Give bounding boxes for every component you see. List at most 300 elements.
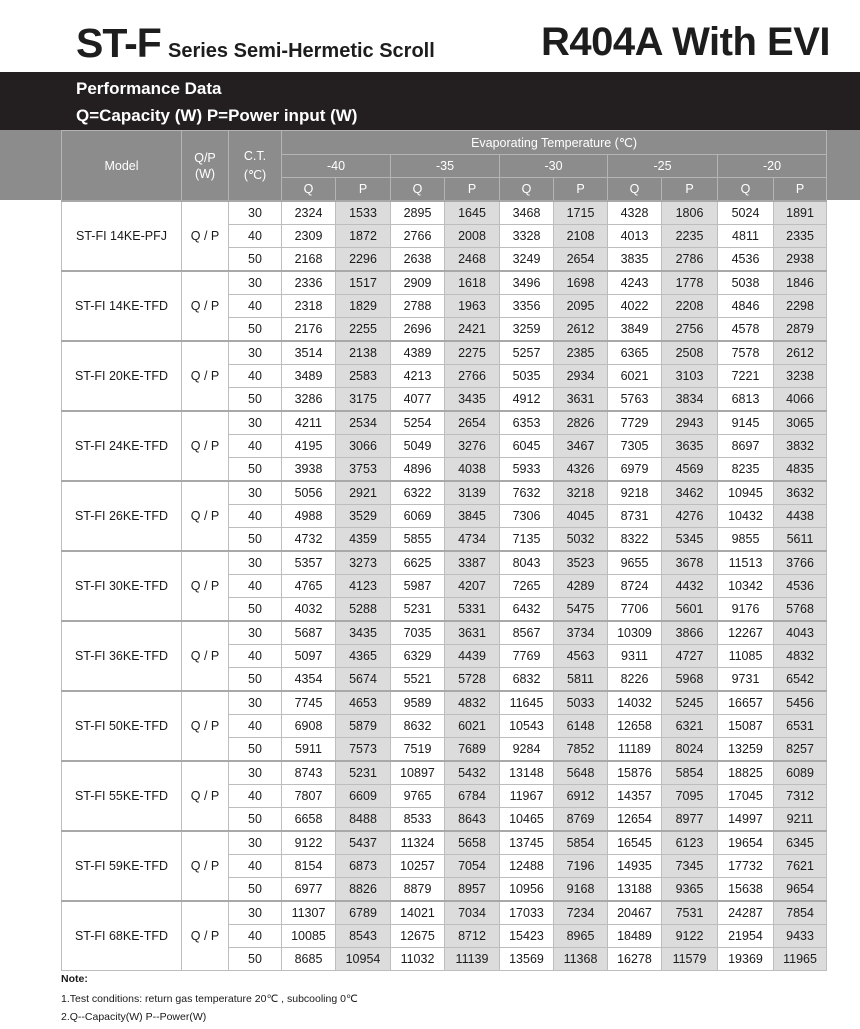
- power-cell: 2296: [336, 248, 391, 272]
- ct-value: 30: [229, 341, 282, 365]
- capacity-cell: 7578: [718, 341, 774, 365]
- capacity-cell: 4195: [282, 435, 336, 458]
- capacity-cell: 11324: [391, 831, 445, 855]
- capacity-cell: 9655: [608, 551, 662, 575]
- capacity-cell: 12488: [500, 855, 554, 878]
- table-row: [62, 201, 827, 225]
- ct-value: 40: [229, 225, 282, 248]
- header-evap-temp-value: -20: [718, 155, 827, 178]
- ct-value: 40: [229, 505, 282, 528]
- capacity-cell: 21954: [718, 925, 774, 948]
- power-cell: 2508: [662, 341, 718, 365]
- table-row: [62, 831, 827, 855]
- power-cell: 6345: [774, 831, 827, 855]
- capacity-cell: 3849: [608, 318, 662, 342]
- power-cell: 1846: [774, 271, 827, 295]
- table-row: [62, 271, 827, 295]
- power-cell: 7621: [774, 855, 827, 878]
- power-cell: 5331: [445, 598, 500, 622]
- power-cell: 2756: [662, 318, 718, 342]
- power-cell: 2654: [445, 411, 500, 435]
- power-cell: 2583: [336, 365, 391, 388]
- capacity-cell: 2168: [282, 248, 336, 272]
- table-row: [62, 901, 827, 925]
- header-q: Q: [391, 178, 445, 202]
- model-name: ST-FI 24KE-TFD: [62, 411, 182, 481]
- power-cell: 2654: [554, 248, 608, 272]
- capacity-cell: 4032: [282, 598, 336, 622]
- capacity-cell: 7706: [608, 598, 662, 622]
- capacity-cell: 13148: [500, 761, 554, 785]
- power-cell: 5032: [554, 528, 608, 552]
- table-row: [62, 341, 827, 365]
- capacity-cell: 6365: [608, 341, 662, 365]
- power-cell: 1698: [554, 271, 608, 295]
- table-row: [62, 621, 827, 645]
- capacity-cell: 14032: [608, 691, 662, 715]
- power-cell: 3435: [336, 621, 391, 645]
- capacity-cell: 4354: [282, 668, 336, 692]
- capacity-cell: 8235: [718, 458, 774, 482]
- power-cell: 2534: [336, 411, 391, 435]
- power-cell: 1829: [336, 295, 391, 318]
- power-cell: 8488: [336, 808, 391, 832]
- power-cell: 5437: [336, 831, 391, 855]
- capacity-cell: 11307: [282, 901, 336, 925]
- capacity-cell: 10309: [608, 621, 662, 645]
- capacity-cell: 24287: [718, 901, 774, 925]
- performance-heading: Performance Data: [76, 79, 222, 98]
- power-cell: 8965: [554, 925, 608, 948]
- capacity-cell: 5357: [282, 551, 336, 575]
- ct-value: 50: [229, 248, 282, 272]
- power-cell: 4365: [336, 645, 391, 668]
- power-cell: 9168: [554, 878, 608, 902]
- capacity-cell: 6832: [500, 668, 554, 692]
- capacity-cell: 3938: [282, 458, 336, 482]
- power-cell: 2921: [336, 481, 391, 505]
- power-cell: 6789: [336, 901, 391, 925]
- capacity-cell: 9311: [608, 645, 662, 668]
- ct-value: 40: [229, 575, 282, 598]
- power-cell: 5648: [554, 761, 608, 785]
- power-cell: 5456: [774, 691, 827, 715]
- power-cell: 8257: [774, 738, 827, 762]
- capacity-cell: 7035: [391, 621, 445, 645]
- power-cell: 4326: [554, 458, 608, 482]
- ct-value: 30: [229, 481, 282, 505]
- power-cell: 5658: [445, 831, 500, 855]
- capacity-cell: 16657: [718, 691, 774, 715]
- capacity-cell: 4243: [608, 271, 662, 295]
- capacity-cell: 18825: [718, 761, 774, 785]
- power-cell: 3845: [445, 505, 500, 528]
- power-cell: 3065: [774, 411, 827, 435]
- capacity-cell: 6353: [500, 411, 554, 435]
- capacity-cell: 9765: [391, 785, 445, 808]
- capacity-cell: 7729: [608, 411, 662, 435]
- power-cell: 4536: [774, 575, 827, 598]
- capacity-cell: 3249: [500, 248, 554, 272]
- power-cell: 3529: [336, 505, 391, 528]
- power-cell: 4289: [554, 575, 608, 598]
- power-cell: 2138: [336, 341, 391, 365]
- power-cell: 1806: [662, 201, 718, 225]
- capacity-cell: 3514: [282, 341, 336, 365]
- capacity-cell: 7769: [500, 645, 554, 668]
- ct-value: 50: [229, 528, 282, 552]
- power-cell: 3631: [445, 621, 500, 645]
- model-qp: Q / P: [182, 691, 229, 761]
- performance-legend: Q=Capacity (W) P=Power input (W): [76, 106, 358, 125]
- power-cell: 3678: [662, 551, 718, 575]
- power-cell: 3462: [662, 481, 718, 505]
- power-cell: 2786: [662, 248, 718, 272]
- capacity-cell: 7632: [500, 481, 554, 505]
- capacity-cell: 10897: [391, 761, 445, 785]
- capacity-cell: 3286: [282, 388, 336, 412]
- capacity-cell: 4732: [282, 528, 336, 552]
- capacity-cell: 2324: [282, 201, 336, 225]
- capacity-cell: 9176: [718, 598, 774, 622]
- ct-value: 40: [229, 365, 282, 388]
- power-cell: 11368: [554, 948, 608, 971]
- model-qp: Q / P: [182, 201, 229, 271]
- power-cell: 4569: [662, 458, 718, 482]
- capacity-cell: 19369: [718, 948, 774, 971]
- power-cell: 5432: [445, 761, 500, 785]
- capacity-cell: 5855: [391, 528, 445, 552]
- capacity-cell: 13188: [608, 878, 662, 902]
- power-cell: 1715: [554, 201, 608, 225]
- power-cell: 4835: [774, 458, 827, 482]
- table-row: [62, 691, 827, 715]
- power-cell: 2934: [554, 365, 608, 388]
- header-p: P: [336, 178, 391, 202]
- power-cell: 11579: [662, 948, 718, 971]
- power-cell: 11139: [445, 948, 500, 971]
- capacity-cell: 3468: [500, 201, 554, 225]
- power-cell: 7054: [445, 855, 500, 878]
- model-qp: Q / P: [182, 481, 229, 551]
- capacity-cell: 4896: [391, 458, 445, 482]
- power-cell: 1533: [336, 201, 391, 225]
- capacity-cell: 20467: [608, 901, 662, 925]
- power-cell: 4066: [774, 388, 827, 412]
- power-cell: 8957: [445, 878, 500, 902]
- power-cell: 4439: [445, 645, 500, 668]
- power-cell: 1618: [445, 271, 500, 295]
- ct-value: 50: [229, 808, 282, 832]
- capacity-cell: 6432: [500, 598, 554, 622]
- capacity-cell: 5035: [500, 365, 554, 388]
- power-cell: 4438: [774, 505, 827, 528]
- capacity-cell: 15638: [718, 878, 774, 902]
- power-cell: 5768: [774, 598, 827, 622]
- model-qp: Q / P: [182, 341, 229, 411]
- ct-value: 30: [229, 761, 282, 785]
- capacity-cell: 10543: [500, 715, 554, 738]
- model-qp: Q / P: [182, 621, 229, 691]
- capacity-cell: 9218: [608, 481, 662, 505]
- header-ct: C.T. (℃): [229, 131, 282, 202]
- power-cell: 4207: [445, 575, 500, 598]
- capacity-cell: 14997: [718, 808, 774, 832]
- power-cell: 4563: [554, 645, 608, 668]
- power-cell: 6531: [774, 715, 827, 738]
- power-cell: 3834: [662, 388, 718, 412]
- power-cell: 6912: [554, 785, 608, 808]
- capacity-cell: 14021: [391, 901, 445, 925]
- ct-value: 40: [229, 855, 282, 878]
- ct-value: 40: [229, 715, 282, 738]
- capacity-cell: 4022: [608, 295, 662, 318]
- power-cell: 3218: [554, 481, 608, 505]
- power-cell: 2108: [554, 225, 608, 248]
- power-cell: 9433: [774, 925, 827, 948]
- capacity-cell: 8533: [391, 808, 445, 832]
- power-cell: 4432: [662, 575, 718, 598]
- capacity-cell: 6625: [391, 551, 445, 575]
- capacity-cell: 4988: [282, 505, 336, 528]
- power-cell: 3238: [774, 365, 827, 388]
- power-cell: 3066: [336, 435, 391, 458]
- power-cell: 2612: [554, 318, 608, 342]
- power-cell: 7531: [662, 901, 718, 925]
- capacity-cell: 7305: [608, 435, 662, 458]
- capacity-cell: 5933: [500, 458, 554, 482]
- header-p: P: [662, 178, 718, 202]
- capacity-cell: 6977: [282, 878, 336, 902]
- capacity-cell: 19654: [718, 831, 774, 855]
- capacity-cell: 14935: [608, 855, 662, 878]
- power-cell: 4832: [445, 691, 500, 715]
- capacity-cell: 10085: [282, 925, 336, 948]
- capacity-cell: 4211: [282, 411, 336, 435]
- capacity-cell: 2909: [391, 271, 445, 295]
- capacity-cell: 7221: [718, 365, 774, 388]
- header-evap-temp-value: -30: [500, 155, 608, 178]
- power-cell: 3387: [445, 551, 500, 575]
- capacity-cell: 12267: [718, 621, 774, 645]
- power-cell: 5345: [662, 528, 718, 552]
- ct-value: 40: [229, 645, 282, 668]
- power-cell: 9211: [774, 808, 827, 832]
- capacity-cell: 4328: [608, 201, 662, 225]
- capacity-cell: 10945: [718, 481, 774, 505]
- power-cell: 6542: [774, 668, 827, 692]
- capacity-cell: 8154: [282, 855, 336, 878]
- ct-value: 40: [229, 925, 282, 948]
- notes-title: Note:: [61, 973, 88, 985]
- capacity-cell: 5049: [391, 435, 445, 458]
- power-cell: 7854: [774, 901, 827, 925]
- capacity-cell: 15423: [500, 925, 554, 948]
- capacity-cell: 6813: [718, 388, 774, 412]
- power-cell: 2468: [445, 248, 500, 272]
- refrigerant-title: R404A With EVI: [541, 20, 830, 64]
- ct-value: 50: [229, 598, 282, 622]
- ct-value: 50: [229, 878, 282, 902]
- ct-value: 40: [229, 785, 282, 808]
- performance-table: [61, 130, 827, 971]
- ct-value: 30: [229, 621, 282, 645]
- capacity-cell: 4912: [500, 388, 554, 412]
- power-cell: 1517: [336, 271, 391, 295]
- power-cell: 2298: [774, 295, 827, 318]
- power-cell: 6021: [445, 715, 500, 738]
- capacity-cell: 10465: [500, 808, 554, 832]
- capacity-cell: 9122: [282, 831, 336, 855]
- power-cell: 3103: [662, 365, 718, 388]
- power-cell: 7573: [336, 738, 391, 762]
- ct-value: 30: [229, 201, 282, 225]
- power-cell: 1891: [774, 201, 827, 225]
- power-cell: 3276: [445, 435, 500, 458]
- power-cell: 2612: [774, 341, 827, 365]
- power-cell: 3435: [445, 388, 500, 412]
- power-cell: 5245: [662, 691, 718, 715]
- power-cell: 7312: [774, 785, 827, 808]
- power-cell: 3734: [554, 621, 608, 645]
- power-cell: 9654: [774, 878, 827, 902]
- capacity-cell: 18489: [608, 925, 662, 948]
- ct-value: 30: [229, 831, 282, 855]
- power-cell: 1872: [336, 225, 391, 248]
- capacity-cell: 10432: [718, 505, 774, 528]
- power-cell: 2879: [774, 318, 827, 342]
- capacity-cell: 8567: [500, 621, 554, 645]
- model-qp: Q / P: [182, 271, 229, 341]
- power-cell: 5611: [774, 528, 827, 552]
- power-cell: 6123: [662, 831, 718, 855]
- capacity-cell: 13569: [500, 948, 554, 971]
- capacity-cell: 2895: [391, 201, 445, 225]
- capacity-cell: 13259: [718, 738, 774, 762]
- capacity-cell: 11189: [608, 738, 662, 762]
- performance-band: [0, 72, 860, 130]
- ct-value: 30: [229, 691, 282, 715]
- power-cell: 5811: [554, 668, 608, 692]
- power-cell: 3632: [774, 481, 827, 505]
- power-cell: 8977: [662, 808, 718, 832]
- capacity-cell: 6069: [391, 505, 445, 528]
- power-cell: 5728: [445, 668, 500, 692]
- capacity-cell: 8632: [391, 715, 445, 738]
- capacity-cell: 17045: [718, 785, 774, 808]
- header-q: Q: [608, 178, 662, 202]
- capacity-cell: 7306: [500, 505, 554, 528]
- capacity-cell: 8043: [500, 551, 554, 575]
- power-cell: 7689: [445, 738, 500, 762]
- table-row: [62, 551, 827, 575]
- power-cell: 1778: [662, 271, 718, 295]
- header-evap-temp-value: -25: [608, 155, 718, 178]
- header-p: P: [554, 178, 608, 202]
- ct-value: 30: [229, 551, 282, 575]
- capacity-cell: 3489: [282, 365, 336, 388]
- capacity-cell: 9855: [718, 528, 774, 552]
- power-cell: 2766: [445, 365, 500, 388]
- power-cell: 3175: [336, 388, 391, 412]
- capacity-cell: 2766: [391, 225, 445, 248]
- capacity-cell: 4077: [391, 388, 445, 412]
- capacity-cell: 10342: [718, 575, 774, 598]
- power-cell: 6321: [662, 715, 718, 738]
- model-qp: Q / P: [182, 411, 229, 481]
- model-name: ST-FI 55KE-TFD: [62, 761, 182, 831]
- power-cell: 3753: [336, 458, 391, 482]
- capacity-cell: 5911: [282, 738, 336, 762]
- capacity-cell: 10956: [500, 878, 554, 902]
- capacity-cell: 4389: [391, 341, 445, 365]
- capacity-cell: 5254: [391, 411, 445, 435]
- power-cell: 5879: [336, 715, 391, 738]
- power-cell: 8769: [554, 808, 608, 832]
- power-cell: 8643: [445, 808, 500, 832]
- capacity-cell: 8322: [608, 528, 662, 552]
- power-cell: 7345: [662, 855, 718, 878]
- capacity-cell: 6979: [608, 458, 662, 482]
- power-cell: 6089: [774, 761, 827, 785]
- capacity-cell: 6021: [608, 365, 662, 388]
- power-cell: 4045: [554, 505, 608, 528]
- capacity-cell: 8743: [282, 761, 336, 785]
- capacity-cell: 8697: [718, 435, 774, 458]
- power-cell: 6873: [336, 855, 391, 878]
- capacity-cell: 14357: [608, 785, 662, 808]
- capacity-cell: 5024: [718, 201, 774, 225]
- power-cell: 3766: [774, 551, 827, 575]
- capacity-cell: 2309: [282, 225, 336, 248]
- capacity-cell: 5097: [282, 645, 336, 668]
- capacity-cell: 8731: [608, 505, 662, 528]
- ct-value: 50: [229, 388, 282, 412]
- capacity-cell: 4846: [718, 295, 774, 318]
- model-name: ST-FI 50KE-TFD: [62, 691, 182, 761]
- model-name: ST-FI 20KE-TFD: [62, 341, 182, 411]
- capacity-cell: 2318: [282, 295, 336, 318]
- capacity-cell: 3328: [500, 225, 554, 248]
- capacity-cell: 11645: [500, 691, 554, 715]
- ct-value: 50: [229, 458, 282, 482]
- capacity-cell: 2336: [282, 271, 336, 295]
- capacity-cell: 7265: [500, 575, 554, 598]
- ct-value: 50: [229, 318, 282, 342]
- capacity-cell: 11032: [391, 948, 445, 971]
- capacity-cell: 16278: [608, 948, 662, 971]
- power-cell: 7234: [554, 901, 608, 925]
- table-row: [62, 481, 827, 505]
- capacity-cell: 2788: [391, 295, 445, 318]
- capacity-cell: 3259: [500, 318, 554, 342]
- header-p: P: [445, 178, 500, 202]
- power-cell: 5854: [662, 761, 718, 785]
- capacity-cell: 6658: [282, 808, 336, 832]
- power-cell: 3631: [554, 388, 608, 412]
- capacity-cell: 11967: [500, 785, 554, 808]
- model-name: ST-FI 30KE-TFD: [62, 551, 182, 621]
- power-cell: 1963: [445, 295, 500, 318]
- power-cell: 4038: [445, 458, 500, 482]
- ct-value: 40: [229, 295, 282, 318]
- capacity-cell: 5687: [282, 621, 336, 645]
- power-cell: 3467: [554, 435, 608, 458]
- ct-value: 50: [229, 948, 282, 971]
- capacity-cell: 17732: [718, 855, 774, 878]
- power-cell: 2255: [336, 318, 391, 342]
- capacity-cell: 4578: [718, 318, 774, 342]
